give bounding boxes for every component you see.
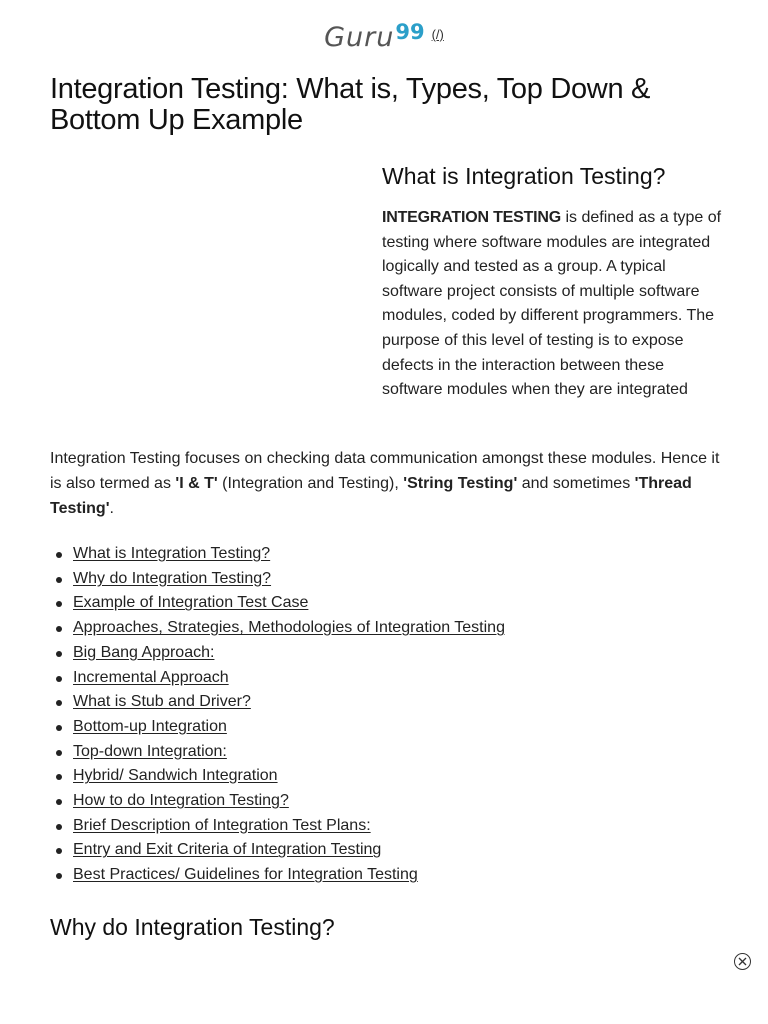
focus-term-string-testing: 'String Testing' — [403, 475, 518, 492]
toc-link-entry-exit[interactable]: Entry and Exit Criteria of Integration Testing — [73, 841, 382, 859]
section-heading-what-is: What is Integration Testing? — [382, 163, 666, 189]
site-header — [0, 22, 768, 53]
toc-item — [73, 715, 673, 740]
toc-link-hybrid[interactable]: Hybrid/ Sandwich Integration — [73, 767, 278, 785]
focus-text-4: . — [109, 500, 114, 517]
toc-item — [73, 863, 673, 888]
toc-link-bottom-up[interactable]: Bottom-up Integration — [73, 717, 227, 735]
home-link[interactable]: (/) — [431, 27, 444, 42]
close-icon — [738, 957, 747, 966]
focus-paragraph — [50, 446, 730, 521]
definition-paragraph — [382, 206, 722, 403]
toc-item — [73, 690, 673, 715]
toc-item — [73, 666, 673, 691]
focus-term-thread-testing: 'Thread Testing' — [50, 475, 692, 517]
toc-link-test-plans[interactable]: Brief Description of Integration Test Plans: — [73, 816, 371, 834]
toc-link-approaches[interactable]: Approaches, Strategies, Methodologies of Integration Testing — [73, 619, 505, 637]
toc-item — [73, 641, 673, 666]
toc-link-what-is[interactable]: What is Integration Testing? — [73, 545, 271, 562]
toc-link-top-down[interactable]: Top-down Integration: — [73, 742, 227, 760]
focus-text-3: and sometimes — [517, 475, 635, 492]
toc-link-how-to[interactable]: How to do Integration Testing? — [73, 792, 289, 810]
focus-text-2: (Integration and Testing), — [217, 475, 404, 492]
toc-link-why-do[interactable]: Why do Integration Testing? — [73, 569, 272, 587]
toc-link-big-bang[interactable]: Big Bang Approach: — [73, 643, 215, 661]
toc-link-example[interactable]: Example of Integration Test Case — [73, 594, 309, 612]
logo-number[interactable]: 99 — [395, 20, 425, 44]
toc-link-incremental[interactable]: Incremental Approach — [73, 668, 229, 686]
toc-item — [73, 838, 673, 863]
section-heading-why-do: Why do Integration Testing? — [50, 914, 335, 940]
logo-text[interactable]: Guru — [324, 22, 395, 53]
toc-link-stub-driver[interactable]: What is Stub and Driver? — [73, 693, 251, 711]
definition-text: is defined as a type of testing where software modules are integrated logically and tested as a group. A typical software project consists of multiple software modules, coded by different programmers. The purpose of this level of testing is to expose defects in the interaction between these software modules when they are integrated — [382, 209, 722, 399]
close-ad-button[interactable] — [734, 953, 751, 970]
toc-item — [73, 814, 673, 839]
toc-item — [73, 789, 673, 814]
toc-item — [73, 616, 673, 641]
definition-term: INTEGRATION TESTING — [382, 209, 562, 226]
toc-item — [73, 567, 673, 592]
toc-link-best-practices[interactable]: Best Practices/ Guidelines for Integration Testing — [73, 866, 418, 884]
toc-item — [73, 591, 673, 616]
focus-term-i-and-t: 'I & T' — [175, 475, 218, 492]
page-title: Integration Testing: What is, Types, Top Down & Bottom Up Example — [50, 73, 651, 136]
focus-text-1: Integration Testing focuses on checking data communication amongst these modules. Hence it is also termed as — [50, 450, 720, 492]
toc-item — [73, 764, 673, 789]
toc-item — [73, 542, 673, 567]
toc-item — [73, 740, 673, 765]
table-of-contents — [73, 542, 673, 888]
ad-slot — [50, 160, 350, 420]
